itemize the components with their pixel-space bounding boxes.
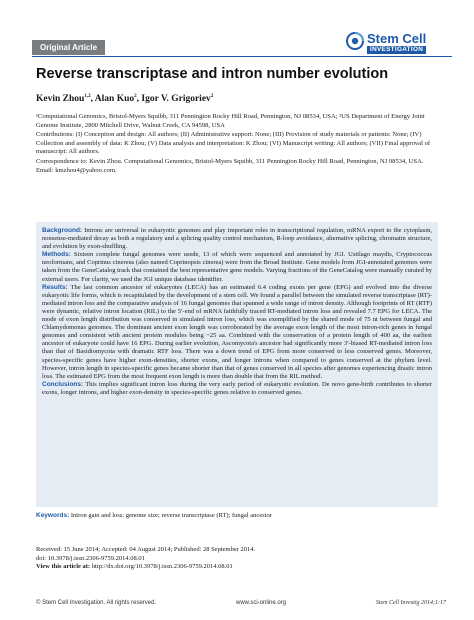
correspondence: Correspondence to: Kevin Zhou. Computational Genomics, Bristol-Myers Squibb, 311 Pennington Rocky Hill Road, Pennington, NJ 08534, USA. Email: kmzhou4@yahoo.com. bbox=[36, 157, 424, 174]
journal-logo[interactable] bbox=[346, 30, 446, 56]
keywords-text: Intron gain and loss; genome size; reverse transcriptase (RT); fungal ancestor bbox=[70, 512, 272, 519]
author-affiliation-mark: 2 bbox=[210, 94, 214, 99]
page-footer bbox=[36, 600, 446, 610]
footer-copyright: © Stem Cell Investigation. All rights reserved. bbox=[36, 600, 157, 606]
journal-logo-subtitle: INVESTIGATION bbox=[367, 46, 426, 54]
abstract-background-text: Introns are universal in eukaryotic genomes and play important roles in transcriptional regulation, mRNA export to the cytoplasm, nonsense-mediated decay as both a regulatory and a splicing quality control mechanism, R-loop avoidance, alternative splicing, chromatin structure, and evolution by exon-shuffling. bbox=[42, 227, 432, 251]
affiliations: ¹Computational Genomics, Bristol-Myers Squibb, 311 Pennington Rocky Hill Road, Pennington, NJ 08534, USA; ²US Department of Energy Joint Genome Institute, 2800 Mitchell Drive, Walnut Creek, CA 94598, USA bbox=[36, 113, 425, 129]
header-rule bbox=[32, 56, 452, 57]
abstract-methods-label: Methods: bbox=[42, 251, 71, 259]
abstract-results-label: Results: bbox=[42, 283, 68, 291]
author-name: Igor V. Grigoriev bbox=[141, 94, 211, 105]
abstract-conclusions-label: Conclusions: bbox=[42, 380, 84, 388]
stem-cell-logo-icon bbox=[346, 32, 364, 50]
keywords bbox=[36, 512, 438, 520]
footer-website[interactable]: www.sci-online.org bbox=[236, 600, 287, 606]
abstract-results-text: The last common ancestor of eukaryotes (LECA) has an estimated 6.4 coding exons per gene (EPG) and evolved into the diverse eukaryotic life forms, which is recapitulated by the development of a stem cell. We found a parallel between the simulated reverse transcriptase (RT)-mediated intron loss and the comparative analysis of 16 fungal genomes that spanned a wide range of intron density. Although footprints of RT (RTF) were dynamic, relative intron location (RIL) to the 5′-end of mRNA faithfully traced RT-mediated intron loss and revealed 7.7 EPG for LECA. The mode of exon length distribution was conserved in simulated intron loss, which was exemplified by the shared mode of 75 nt between fungal and Chlamydomonas genomes. The dominant ancient exon length was corroborated by the average exon length of the most intron-rich genes in fungal genomes and consistent with ancient protein modules being ~25 aa. Combined with the conservation of a protein length of 400 aa, the earliest ancestor of eukaryote could have 16 EPG. During earlier evolution, Ascomycota's ancestor had significantly more 3′-biased RT-mediated intron loss than that of Basidiomycota with dramatic RTF loss. There was a down trend of EPG from more conserved to less conserved genes. Moreover, species-specific genes have higher exon-densities, shorter exons, and longer introns when compared to genes conserved at the phylum level. However, intron length in species-specific genes became shorter than that of genes conserved in all species after genomes experiencing drastic intron loss. The estimated EPG from the most frequent exon length is more than double that from the RIL method. bbox=[42, 283, 432, 380]
abstract-background bbox=[42, 227, 432, 251]
publication-info bbox=[36, 546, 438, 572]
article-url-link[interactable]: http://dx.doi.org/10.3978/j.issn.2306-9759.2014.08.01 bbox=[91, 563, 233, 571]
view-article-label: View this article at: bbox=[36, 563, 91, 571]
view-article-line bbox=[36, 563, 438, 572]
abstract-background-label: Background: bbox=[42, 227, 83, 234]
journal-logo-name: Stem Cell bbox=[367, 31, 427, 46]
author-name: Kevin Zhou bbox=[36, 94, 85, 105]
abstract-methods-text: Sixteen complete fungal genomes were usede, 13 of which were sequenced and annotated by JGI. Ustilago maydis, Cryptococcus neoformans, and Coprinus cinereus (also named Coprinopsis cinerea) were from the Broad Institute. Gene models from JGI-annotated genomes were taken from the GeneCatalog track that contained the best representative gene models. Varying fractions of the GeneCatalog were manually curated by external users. For clarity, we used the JGI unique database identifier. bbox=[42, 251, 432, 283]
author-list: Kevin Zhou$^{1,2}$, Alan Kuo$^2$, Igor V. Grigoriev$^2$ bbox=[36, 94, 214, 105]
abstract-box bbox=[36, 222, 438, 507]
article-type-badge: Original Article bbox=[32, 40, 105, 55]
article-title: Reverse transcriptase and intron number evolution bbox=[36, 66, 389, 82]
abstract-results bbox=[42, 284, 432, 381]
front-matter bbox=[36, 113, 442, 176]
author-affiliation-mark: 2 bbox=[134, 94, 137, 99]
doi: doi: 10.3978/j.issn.2306-9759.2014.08.01 bbox=[36, 554, 145, 562]
abstract-conclusions-text: This implies significant intron loss during the very early period of eukaryotic evolution. De novo gene-birth contributes to shorter exons, longer introns, and higher exon-density in species-specific genes relative to conserved genes. bbox=[42, 380, 432, 396]
publication-dates: Received: 15 June 2014; Accepted: 04 August 2014; Published: 28 September 2014. bbox=[36, 546, 256, 553]
contributions: Contributions: (I) Conception and design: All authors; (II) Administrative support: None; (III) Provision of study materials or patients: None; (IV) Collection and assembly of data: K Zhou; (V) Data analysis and interpretation: K Zhou; (VI) Manuscript writing: All authors; (VII) Final approval of manuscript: All authors. bbox=[36, 131, 431, 156]
header-bar bbox=[0, 0, 474, 53]
author-affiliation-mark: 1,2 bbox=[84, 94, 91, 99]
abstract-conclusions bbox=[42, 381, 432, 397]
author-name: Alan Kuo bbox=[94, 94, 135, 105]
keywords-label: Keywords: bbox=[36, 512, 70, 519]
abstract-methods bbox=[42, 251, 432, 283]
footer-citation: Stem Cell Investig 2014;1:17 bbox=[375, 600, 446, 606]
